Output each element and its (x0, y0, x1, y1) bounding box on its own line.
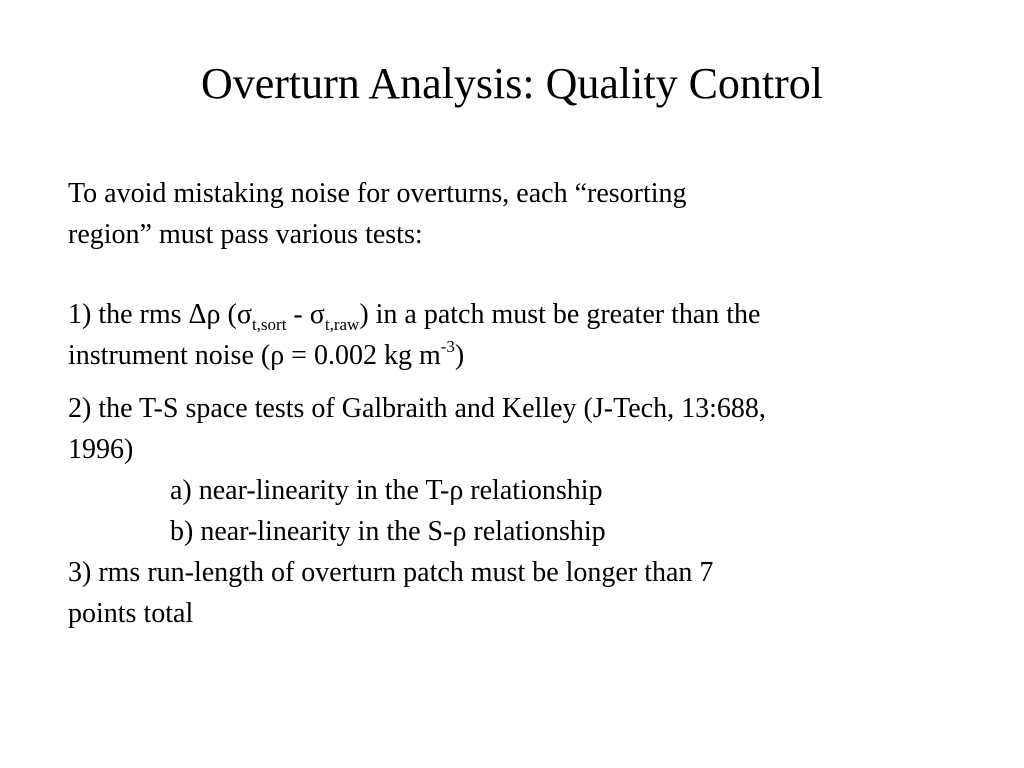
criterion-2-line-1: 2) the T-S space tests of Galbraith and Kelley (J-Tech, 13:688, (68, 393, 766, 424)
criterion-1-prefix: 1) the rms Δρ (σ (68, 299, 252, 330)
intro-paragraph (68, 173, 958, 255)
intro-line-2: region” must pass various tests: (68, 219, 423, 250)
intro-line-1: To avoid mistaking noise for overturns, each “resorting (68, 178, 687, 209)
criterion-1 (68, 294, 958, 376)
criterion-3-line-2: points total (68, 598, 194, 629)
criterion-3-line-1: 3) rms run-length of overturn patch must be longer than 7 (68, 557, 714, 588)
criterion-2b: b) near-linearity in the S-ρ relationship (170, 516, 606, 547)
sigma-sort-subscript: t,sort (251, 315, 287, 334)
sigma-raw-subscript: t,raw (324, 315, 360, 334)
slide-title: Overturn Analysis: Quality Control (200, 59, 824, 108)
criterion-1-minus: - σ (286, 299, 325, 330)
criterion-1-line-2-end: ) (454, 340, 465, 371)
unit-exponent: -3 (440, 337, 455, 356)
criterion-1-suffix: ) in a patch must be greater than the (359, 299, 761, 330)
criterion-2 (68, 388, 958, 470)
criterion-2a: a) near-linearity in the T-ρ relationship (170, 475, 603, 506)
slide-body (68, 173, 958, 634)
criterion-1-line-2: instrument noise (ρ = 0.002 kg m (68, 340, 441, 371)
criterion-3 (68, 552, 958, 634)
criterion-2-line-2: 1996) (68, 434, 134, 465)
